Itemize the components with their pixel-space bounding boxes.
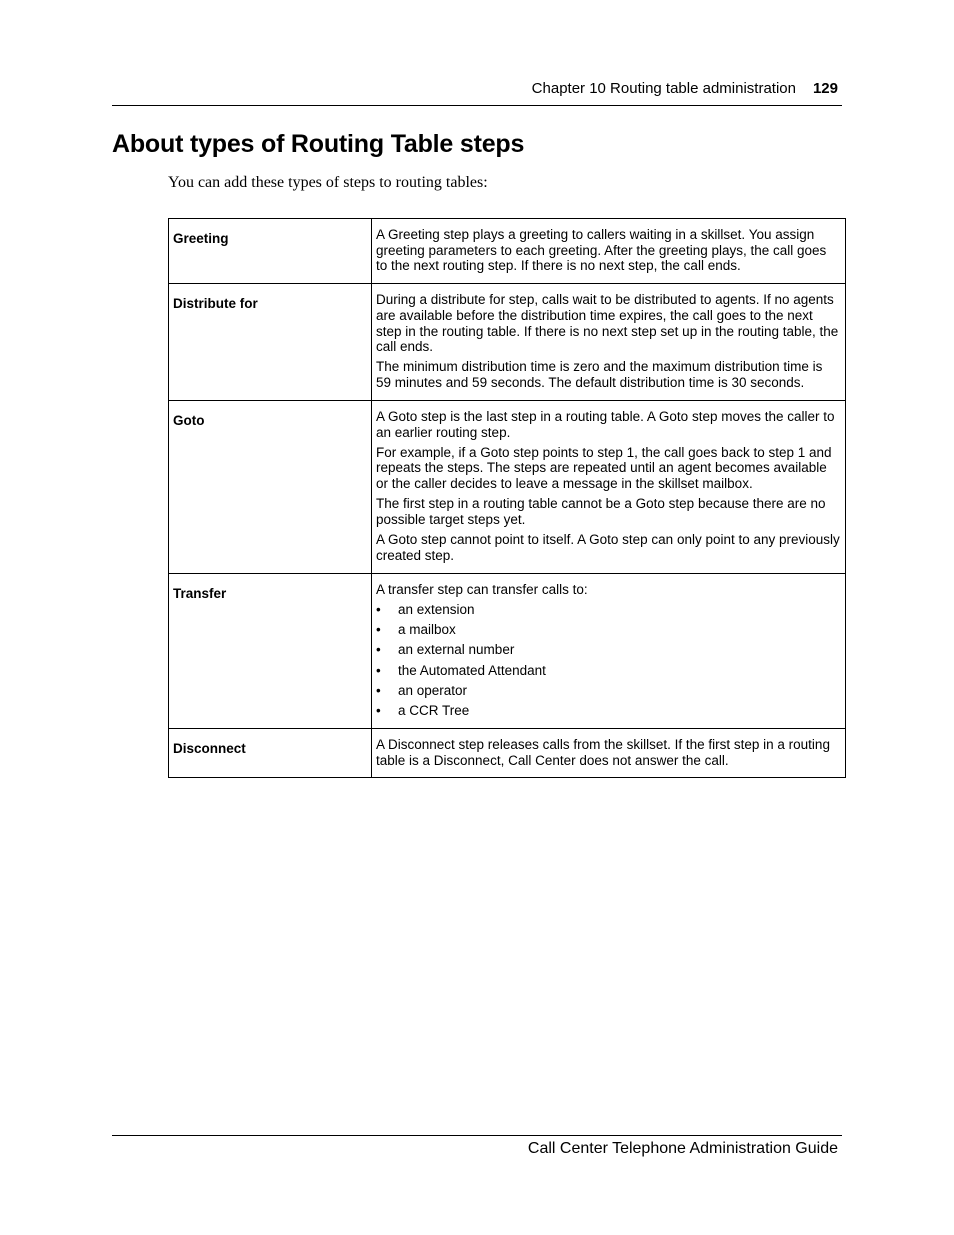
table-row <box>169 219 846 284</box>
step-name-distribute-for: Distribute for <box>169 284 372 401</box>
document-title: Call Center Telephone Administration Guide <box>527 1140 838 1157</box>
step-name-disconnect: Disconnect <box>169 729 372 778</box>
page-number: 129 <box>812 80 838 97</box>
list-item-text: a CCR Tree <box>398 703 470 719</box>
list-item <box>376 703 841 719</box>
list-item-text: an extension <box>398 601 475 617</box>
list-item <box>376 683 841 699</box>
routing-steps-table <box>168 218 846 778</box>
step-name-greeting: Greeting <box>169 219 372 284</box>
transfer-target-list <box>376 602 841 719</box>
bullet-icon: • <box>376 683 381 699</box>
intro-text: You can add these types of steps to routing tables: <box>168 174 488 191</box>
step-description <box>372 729 846 778</box>
step-description <box>372 400 846 573</box>
chapter-title: Chapter 10 Routing table administration <box>531 80 796 97</box>
table-row <box>169 284 846 401</box>
description-paragraph: A Greeting step plays a greeting to callers waiting in a skillset. You assign greeting parameters to each greeting. After the greeting plays, the call goes to the next routing step. If there is no next step, the call ends. <box>376 227 827 274</box>
bullet-icon: • <box>376 601 381 617</box>
description-paragraph: A Disconnect step releases calls from the skillset. If the first step in a routing table is a Disconnect, Call Center does not answer the call. <box>376 737 830 768</box>
list-item <box>376 602 841 618</box>
page-header <box>112 78 842 106</box>
list-item <box>376 663 841 679</box>
description-paragraph: A Goto step is the last step in a routing table. A Goto step moves the caller to an earlier routing step. <box>376 408 835 440</box>
bullet-icon: • <box>376 703 381 719</box>
list-item-text: the Automated Attendant <box>398 662 546 678</box>
table-row <box>169 573 846 728</box>
bullet-icon: • <box>376 662 381 678</box>
description-paragraph: The minimum distribution time is zero and the maximum distribution time is 59 minutes and 59 seconds. The default distribution time is 30 seconds. <box>376 359 823 391</box>
step-description <box>372 284 846 401</box>
description-paragraph: The first step in a routing table cannot be a Goto step because there are no possible target steps yet. <box>376 496 826 528</box>
description-paragraph: During a distribute for step, calls wait to be distributed to agents. If no agents are available before the distribution time expires, the call goes to the next step in the routing table. If there is no next step set up in the routing table, the call ends. <box>376 292 839 355</box>
step-description <box>372 219 846 284</box>
step-name-goto: Goto <box>169 400 372 573</box>
table-row <box>169 729 846 778</box>
section-title: About types of Routing Table steps <box>112 130 525 158</box>
list-item-text: an operator <box>398 683 468 699</box>
list-item <box>376 642 841 658</box>
table-row <box>169 400 846 573</box>
description-paragraph: For example, if a Goto step points to step 1, the call goes back to step 1 and repeats the steps. The steps are repeated until an agent becomes available or the caller decides to leave a message in the skillset mailbox. <box>376 444 832 492</box>
bullet-icon: • <box>376 642 381 658</box>
list-item-text: a mailbox <box>398 622 456 638</box>
description-paragraph: A transfer step can transfer calls to: <box>376 581 588 597</box>
description-paragraph: A Goto step cannot point to itself. A Goto step can only point to any previously created step. <box>376 532 840 563</box>
page-footer <box>112 1135 842 1157</box>
list-item <box>376 622 841 638</box>
bullet-icon: • <box>376 622 381 638</box>
list-item-text: an external number <box>398 642 515 658</box>
step-description <box>372 573 846 728</box>
step-name-transfer: Transfer <box>169 573 372 728</box>
